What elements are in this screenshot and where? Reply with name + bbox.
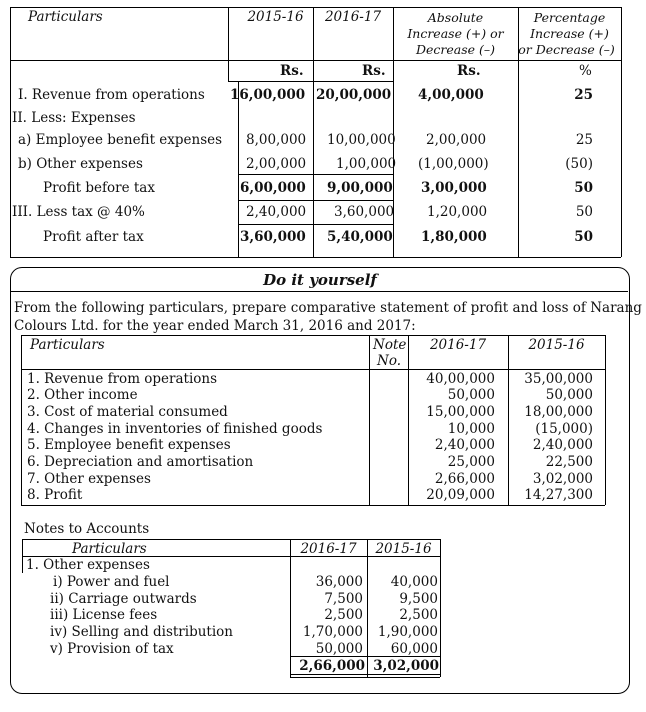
cell-value: (50) (565, 156, 593, 172)
ex-header-2016-17: 2016-17 (429, 337, 487, 353)
cell-value: 9,00,000 (327, 180, 393, 196)
ex-col-line (408, 335, 409, 505)
ex-col-line (369, 335, 370, 505)
ex-row-label: 4. Changes in inventories of finished goods (27, 421, 323, 437)
header-particulars: Particulars (28, 9, 103, 25)
top-col-line (238, 81, 239, 257)
header-year-1: 2015-16 (247, 9, 304, 25)
notes-heading: 1. Other expenses (26, 557, 150, 573)
cell-value: 2,40,000 (246, 204, 307, 220)
top-col-line (10, 7, 11, 257)
ex-cell-value: 22,500 (545, 454, 593, 470)
notes-row-label: ii) Carriage outwards (50, 591, 197, 607)
notes-header-particulars: Particulars (72, 541, 147, 557)
top-col-line (228, 7, 229, 82)
ex-cell-value: 18,00,000 (524, 404, 593, 420)
unit-year-1: Rs. (280, 63, 304, 79)
ex-header-note: Note (373, 337, 407, 353)
row-label: II. Less: Expenses (12, 110, 136, 126)
cell-value: 50 (574, 229, 593, 245)
row-label: Profit before tax (43, 180, 155, 196)
ex-row-label: 5. Employee benefit expenses (27, 437, 231, 453)
cell-value: 6,00,000 (240, 180, 306, 196)
ex-cell-value: 15,00,000 (426, 404, 495, 420)
row-label: III. Less tax @ 40% (12, 204, 145, 220)
ex-cell-value: 14,27,300 (524, 487, 593, 503)
exercise-title: Do it yourself (263, 271, 377, 289)
top-col-line (621, 7, 622, 257)
notes-row-label: iii) License fees (50, 607, 158, 623)
row-label: I. Revenue from operations (18, 87, 205, 103)
cell-value: 50 (575, 204, 593, 220)
subtotal-rule-lower (238, 200, 393, 201)
exercise-title-rule (10, 291, 628, 292)
notes-cell-value: 2,500 (399, 607, 438, 623)
notes-total-2016-17: 2,66,000 (299, 658, 365, 674)
cell-value: 2,00,000 (426, 132, 487, 148)
ex-header-particulars: Particulars (30, 337, 105, 353)
top-table-border-top (10, 7, 621, 8)
notes-border-top (22, 539, 440, 540)
ex-row-label: 3. Cost of material consumed (27, 404, 228, 420)
notes-col-line (440, 539, 441, 677)
ex-cell-value: 50,000 (447, 387, 495, 403)
notes-double-rule-2 (290, 677, 440, 678)
ex-cell-value: 40,00,000 (426, 371, 495, 387)
unit-percentage: % (579, 63, 592, 79)
cell-value: (1,00,000) (418, 156, 489, 172)
ex-col-line (605, 335, 606, 505)
header-absolute-line3: Decrease (–) (415, 42, 496, 57)
header-year-2: 2016-17 (324, 9, 382, 25)
cell-value: 5,40,000 (327, 229, 393, 245)
ex-cell-value: (15,000) (535, 421, 593, 437)
notes-title: Notes to Accounts (24, 521, 150, 537)
ex-cell-value: 35,00,000 (524, 371, 593, 387)
cell-value: 4,00,000 (418, 87, 484, 103)
notes-cell-value: 1,70,000 (302, 624, 363, 640)
header-absolute-line1: Absolute (427, 10, 484, 25)
ex-table-border-top (21, 335, 605, 336)
top-table-border-bottom (10, 257, 621, 258)
header-percentage-line3: or Decrease (–) (518, 42, 615, 57)
cell-value: 1,00,000 (336, 156, 397, 172)
row-label: Profit after tax (43, 229, 144, 245)
notes-cell-value: 2,500 (324, 607, 363, 623)
unit-year-2: Rs. (362, 63, 386, 79)
row-label: a) Employee benefit expenses (18, 132, 223, 148)
cell-value: 25 (574, 87, 593, 103)
ex-header-2015-16: 2015-16 (528, 337, 585, 353)
ex-row-label: 7. Other expenses (27, 471, 151, 487)
top-col-line (313, 7, 314, 257)
cell-value: 3,60,000 (240, 229, 306, 245)
ex-cell-value: 3,02,000 (532, 471, 593, 487)
notes-cell-value: 7,500 (324, 591, 363, 607)
ex-table-header-rule (21, 369, 605, 370)
notes-cell-value: 1,90,000 (377, 624, 438, 640)
unit-absolute: Rs. (457, 63, 481, 79)
total-rule (238, 224, 393, 225)
ex-header-note-no: No. (377, 353, 401, 369)
notes-header-2016-17: 2016-17 (300, 541, 357, 557)
ex-table-border-bottom (21, 505, 605, 506)
cell-value: 1,20,000 (427, 204, 488, 220)
cell-value: 16,00,000 (230, 87, 306, 103)
ex-row-label: 2. Other income (27, 387, 138, 403)
row-label: b) Other expenses (18, 156, 143, 172)
notes-header-2015-16: 2015-16 (375, 541, 432, 557)
header-absolute-line2: Increase (+) or (407, 26, 504, 41)
cell-value: 3,00,000 (421, 180, 487, 196)
cell-value: 50 (574, 180, 593, 196)
header-percentage-line1: Percentage (533, 10, 606, 25)
cell-value: 10,00,000 (327, 132, 396, 148)
exercise-left-rule (10, 291, 11, 335)
notes-row-label: v) Provision of tax (50, 641, 174, 657)
ex-cell-value: 2,66,000 (434, 471, 495, 487)
cell-value: 8,00,000 (246, 132, 307, 148)
notes-cell-value: 60,000 (390, 641, 438, 657)
ex-row-label: 1. Revenue from operations (27, 371, 218, 387)
cell-value: 25 (575, 132, 593, 148)
notes-row-label: iv) Selling and distribution (50, 624, 233, 640)
ex-cell-value: 10,000 (447, 421, 495, 437)
ex-row-label: 8. Profit (27, 487, 83, 503)
top-table-units-rule (228, 81, 393, 82)
ex-cell-value: 50,000 (545, 387, 593, 403)
notes-row-label: i) Power and fuel (53, 574, 170, 590)
notes-total-2015-16: 3,02,000 (373, 658, 439, 674)
ex-cell-value: 20,09,000 (426, 487, 495, 503)
notes-cell-value: 36,000 (315, 574, 363, 590)
cell-value: 1,80,000 (421, 229, 487, 245)
ex-row-label: 6. Depreciation and amortisation (27, 454, 254, 470)
cell-value: 20,00,000 (316, 87, 392, 103)
ex-cell-value: 2,40,000 (532, 437, 593, 453)
instruction-line-2: Colours Ltd. for the year ended March 31, 2016 and 2017: (14, 318, 416, 334)
cell-value: 2,00,000 (246, 156, 307, 172)
notes-col-line (22, 539, 23, 573)
cell-value: 3,60,000 (334, 204, 395, 220)
ex-cell-value: 25,000 (447, 454, 495, 470)
notes-cell-value: 9,500 (399, 591, 438, 607)
subtotal-rule-upper (238, 174, 393, 175)
notes-double-rule-1 (290, 674, 440, 675)
notes-cell-value: 50,000 (315, 641, 363, 657)
instruction-line-1: From the following particulars, prepare comparative statement of profit and loss of Narang (14, 300, 642, 316)
header-percentage-line2: Increase (+) (530, 26, 609, 41)
notes-cell-value: 40,000 (390, 574, 438, 590)
ex-col-line (21, 335, 22, 505)
ex-cell-value: 2,40,000 (434, 437, 495, 453)
top-table-header-rule (10, 60, 621, 61)
